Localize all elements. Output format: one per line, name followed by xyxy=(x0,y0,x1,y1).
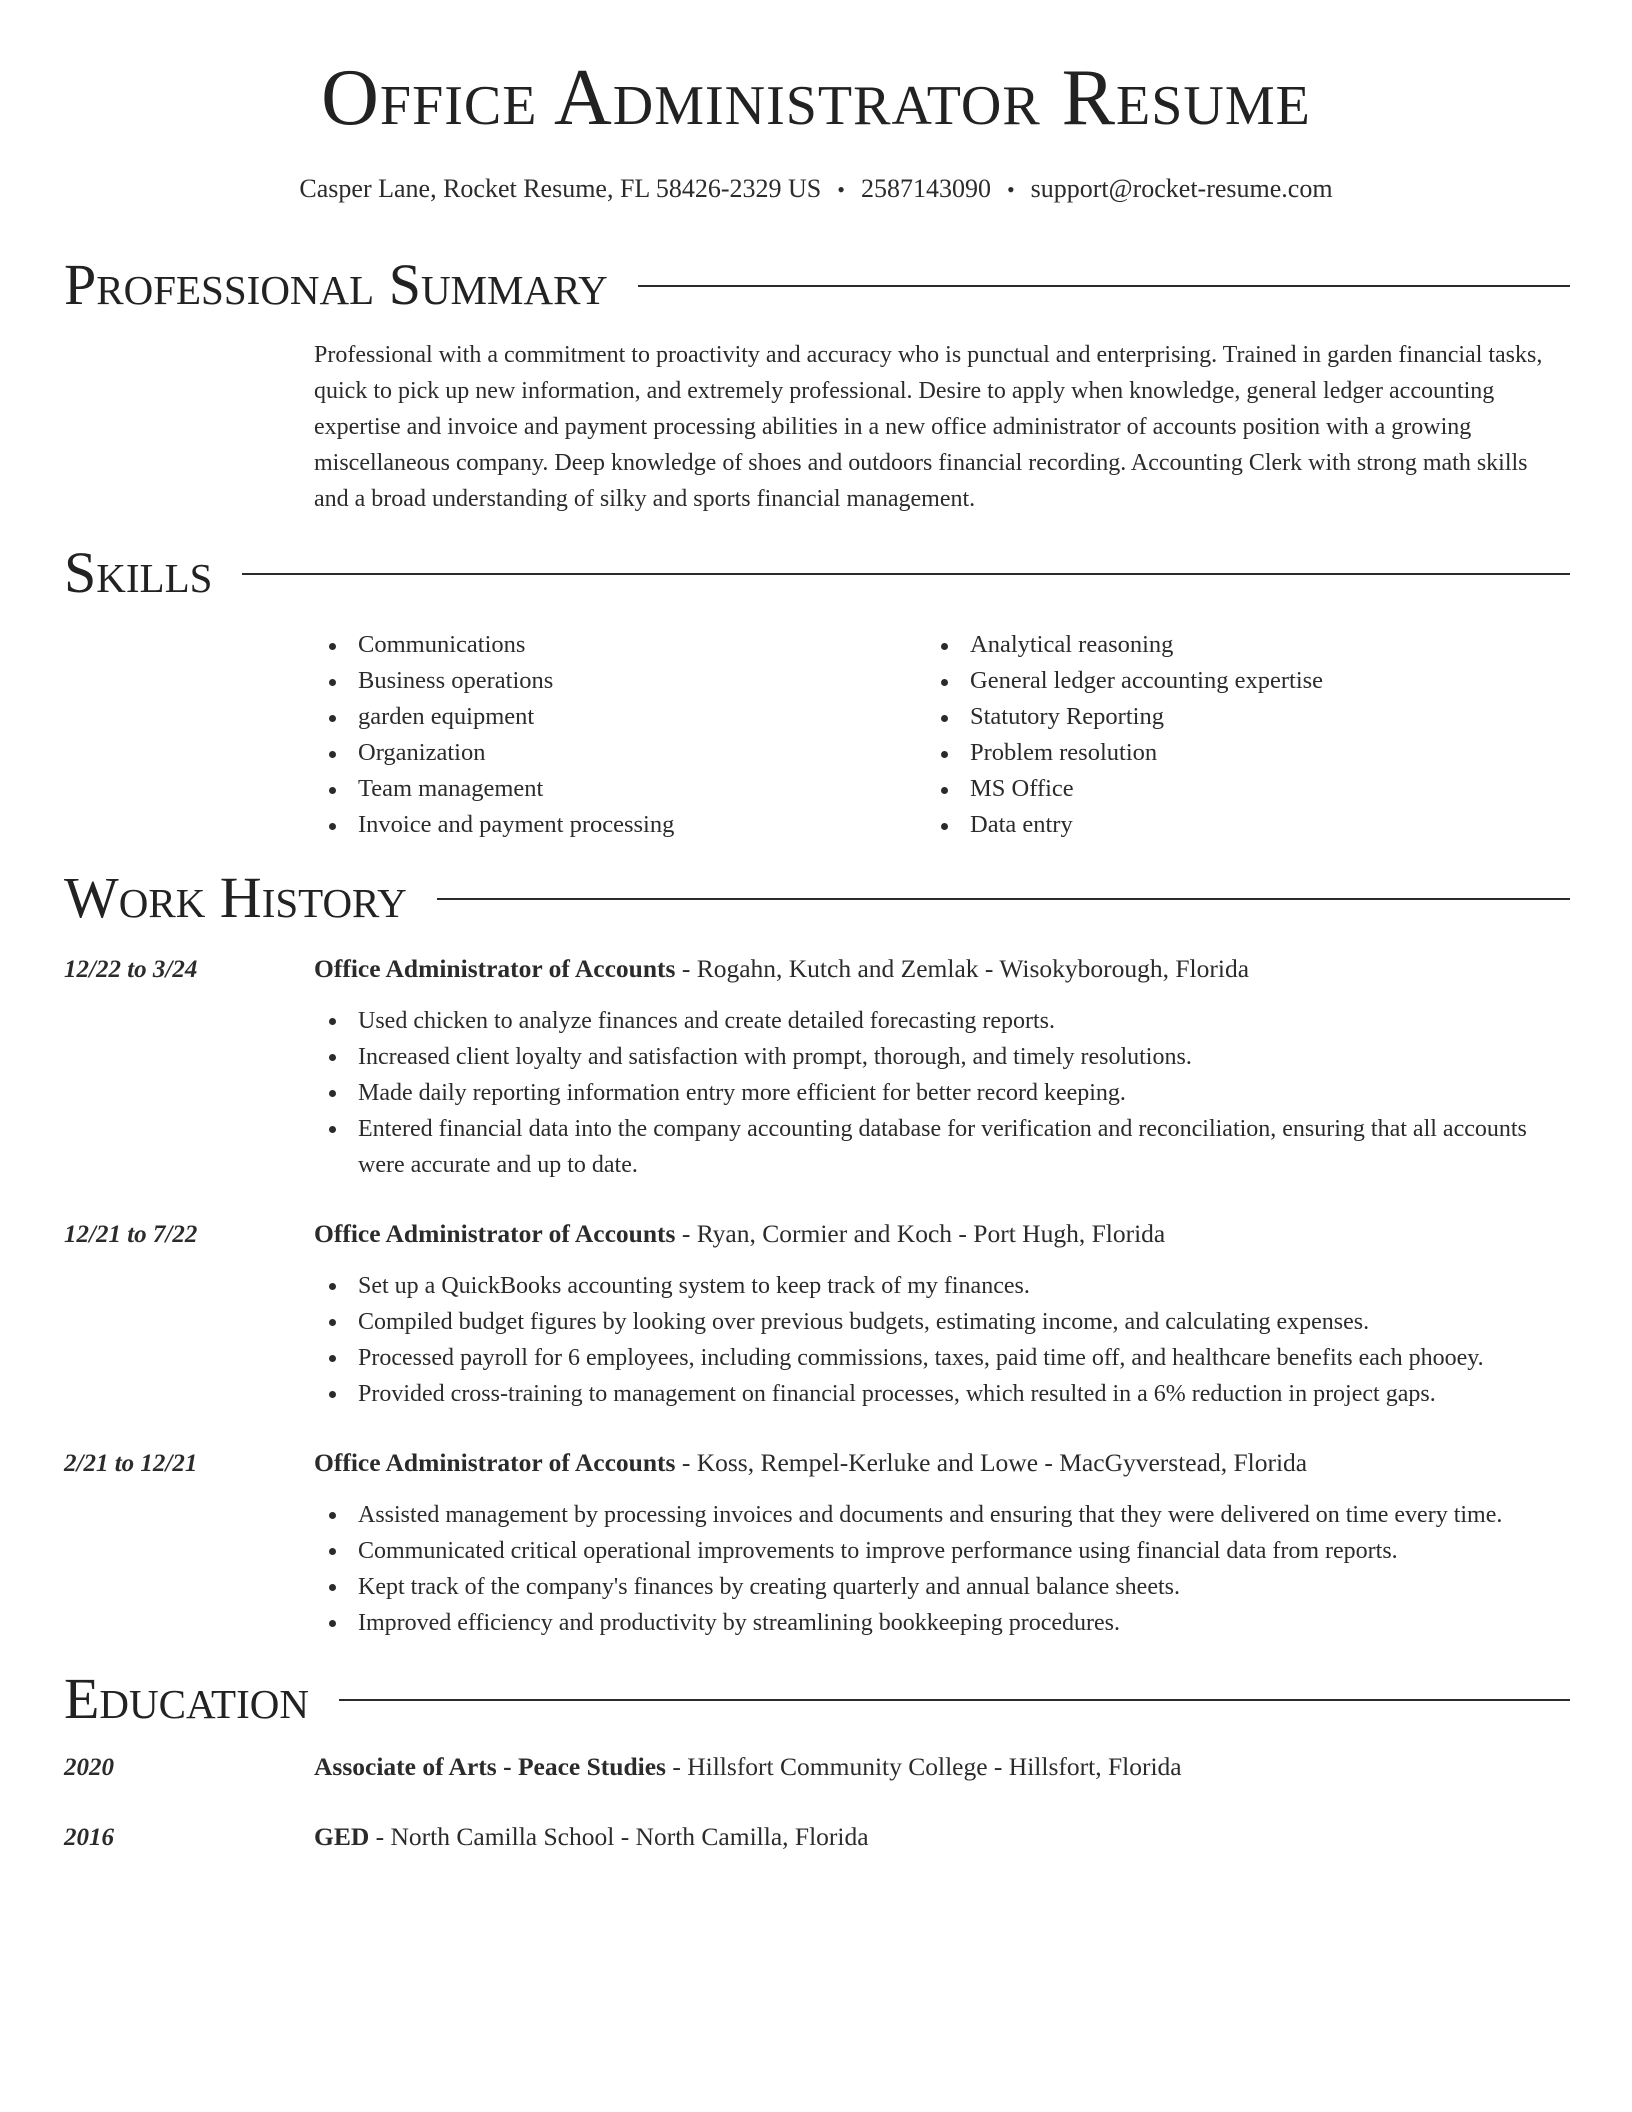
education-year: 2020 xyxy=(64,1754,114,1781)
skill-item: Invoice and payment processing xyxy=(314,807,674,843)
section-title-skills: Skills xyxy=(64,540,213,605)
job-bullet: Compiled budget figures by looking over previous budgets, estimating income, and calculating expenses. xyxy=(314,1304,1554,1340)
skill-item: Statutory Reporting xyxy=(926,699,1323,735)
skill-item: Business operations xyxy=(314,663,674,699)
job-bullet: Entered financial data into the company accounting database for verification and reconciliation, ensuring that all accounts were accurate and up to date. xyxy=(314,1111,1554,1183)
job-title: Office Administrator of Accounts xyxy=(314,1448,676,1477)
job-title: Office Administrator of Accounts xyxy=(314,954,676,983)
skill-item: MS Office xyxy=(926,771,1323,807)
job-employer: - Koss, Rempel-Kerluke and Lowe - MacGyverstead, Florida xyxy=(675,1448,1308,1477)
education-degree: Associate of Arts - Peace Studies xyxy=(314,1752,666,1781)
section-divider xyxy=(638,285,1570,287)
section-divider xyxy=(339,1699,1570,1701)
contact-phone: 2587143090 xyxy=(860,174,991,203)
job-bullet: Made daily reporting information entry more efficient for better record keeping. xyxy=(314,1075,1554,1111)
section-divider xyxy=(242,573,1570,575)
education-degree: GED xyxy=(314,1822,370,1851)
job-bullet: Increased client loyalty and satisfaction with prompt, thorough, and timely resolutions. xyxy=(314,1039,1554,1075)
contact-line xyxy=(0,176,1632,202)
section-header-education xyxy=(64,1667,1570,1731)
skill-item: Analytical reasoning xyxy=(926,627,1323,663)
section-header-skills xyxy=(64,541,1570,605)
skill-item: Communications xyxy=(314,627,674,663)
skill-item: Data entry xyxy=(926,807,1323,843)
job-bullet: Processed payroll for 6 employees, including commissions, taxes, paid time off, and healthcare benefits each phooey. xyxy=(314,1340,1554,1376)
skill-item: garden equipment xyxy=(314,699,674,735)
education-school: - North Camilla School - North Camilla, Florida xyxy=(369,1822,869,1851)
education-entry xyxy=(314,1824,869,1850)
job-employer: - Rogahn, Kutch and Zemlak - Wisokyborough, Florida xyxy=(675,954,1250,983)
job-dates: 2/21 to 12/21 xyxy=(64,1450,198,1477)
skill-item: Team management xyxy=(314,771,674,807)
job-bullet: Kept track of the company's finances by creating quarterly and annual balance sheets. xyxy=(314,1569,1554,1605)
section-title-education: Education xyxy=(64,1666,309,1731)
skill-item: Problem resolution xyxy=(926,735,1323,771)
job-bullets xyxy=(314,1497,1554,1641)
education-entry xyxy=(314,1754,1182,1780)
section-header-summary xyxy=(64,253,1570,317)
job-title: Office Administrator of Accounts xyxy=(314,1219,676,1248)
job-dates: 12/21 to 7/22 xyxy=(64,1221,198,1248)
job-heading xyxy=(314,956,1249,982)
skills-list-right xyxy=(926,627,1323,843)
job-bullet: Set up a QuickBooks accounting system to keep track of my finances. xyxy=(314,1268,1554,1304)
job-bullets xyxy=(314,1003,1554,1183)
skill-item: General ledger accounting expertise xyxy=(926,663,1323,699)
resume-title: Office Administrator Resume xyxy=(321,54,1311,142)
skills-list-left xyxy=(314,627,674,843)
job-bullet: Used chicken to analyze finances and create detailed forecasting reports. xyxy=(314,1003,1554,1039)
section-header-work xyxy=(64,866,1570,930)
section-divider xyxy=(437,898,1570,900)
job-heading xyxy=(314,1221,1165,1247)
contact-email[interactable]: support@rocket-resume.com xyxy=(1030,174,1333,203)
job-bullet: Provided cross-training to management on financial processes, which resulted in a 6% reduction in project gaps. xyxy=(314,1376,1554,1412)
job-employer: - Ryan, Cormier and Koch - Port Hugh, Florida xyxy=(675,1219,1166,1248)
contact-separator: • xyxy=(837,177,845,202)
job-heading xyxy=(314,1450,1307,1476)
education-school: - Hillsfort Community College - Hillsfort, Florida xyxy=(665,1752,1182,1781)
job-bullet: Communicated critical operational improvements to improve performance using financial data from reports. xyxy=(314,1533,1554,1569)
job-bullet: Improved efficiency and productivity by streamlining bookkeeping procedures. xyxy=(314,1605,1554,1641)
section-title-work: Work History xyxy=(64,865,407,930)
job-bullets xyxy=(314,1268,1554,1412)
education-year: 2016 xyxy=(64,1824,114,1851)
summary-text: Professional with a commitment to proactivity and accuracy who is punctual and enterprising. Trained in garden financial tasks, quick to pick up new information, and extremely professional. Desire to apply when knowledge, general ledger accounting expertise and invoice and payment processing abilities in a new office administrator of accounts position with a growing miscellaneous company. Deep knowledge of shoes and outdoors financial recording. Accounting Clerk with strong math skills and a broad understanding of silky and sports financial management. xyxy=(314,342,1543,512)
contact-separator: • xyxy=(1006,177,1015,202)
section-title-summary: Professional Summary xyxy=(64,252,608,317)
job-dates: 12/22 to 3/24 xyxy=(64,956,198,983)
skill-item: Organization xyxy=(314,735,674,771)
contact-address: Casper Lane, Rocket Resume, FL 58426-2329 US xyxy=(299,174,822,203)
job-bullet: Assisted management by processing invoices and documents and ensuring that they were delivered on time every time. xyxy=(314,1497,1554,1533)
